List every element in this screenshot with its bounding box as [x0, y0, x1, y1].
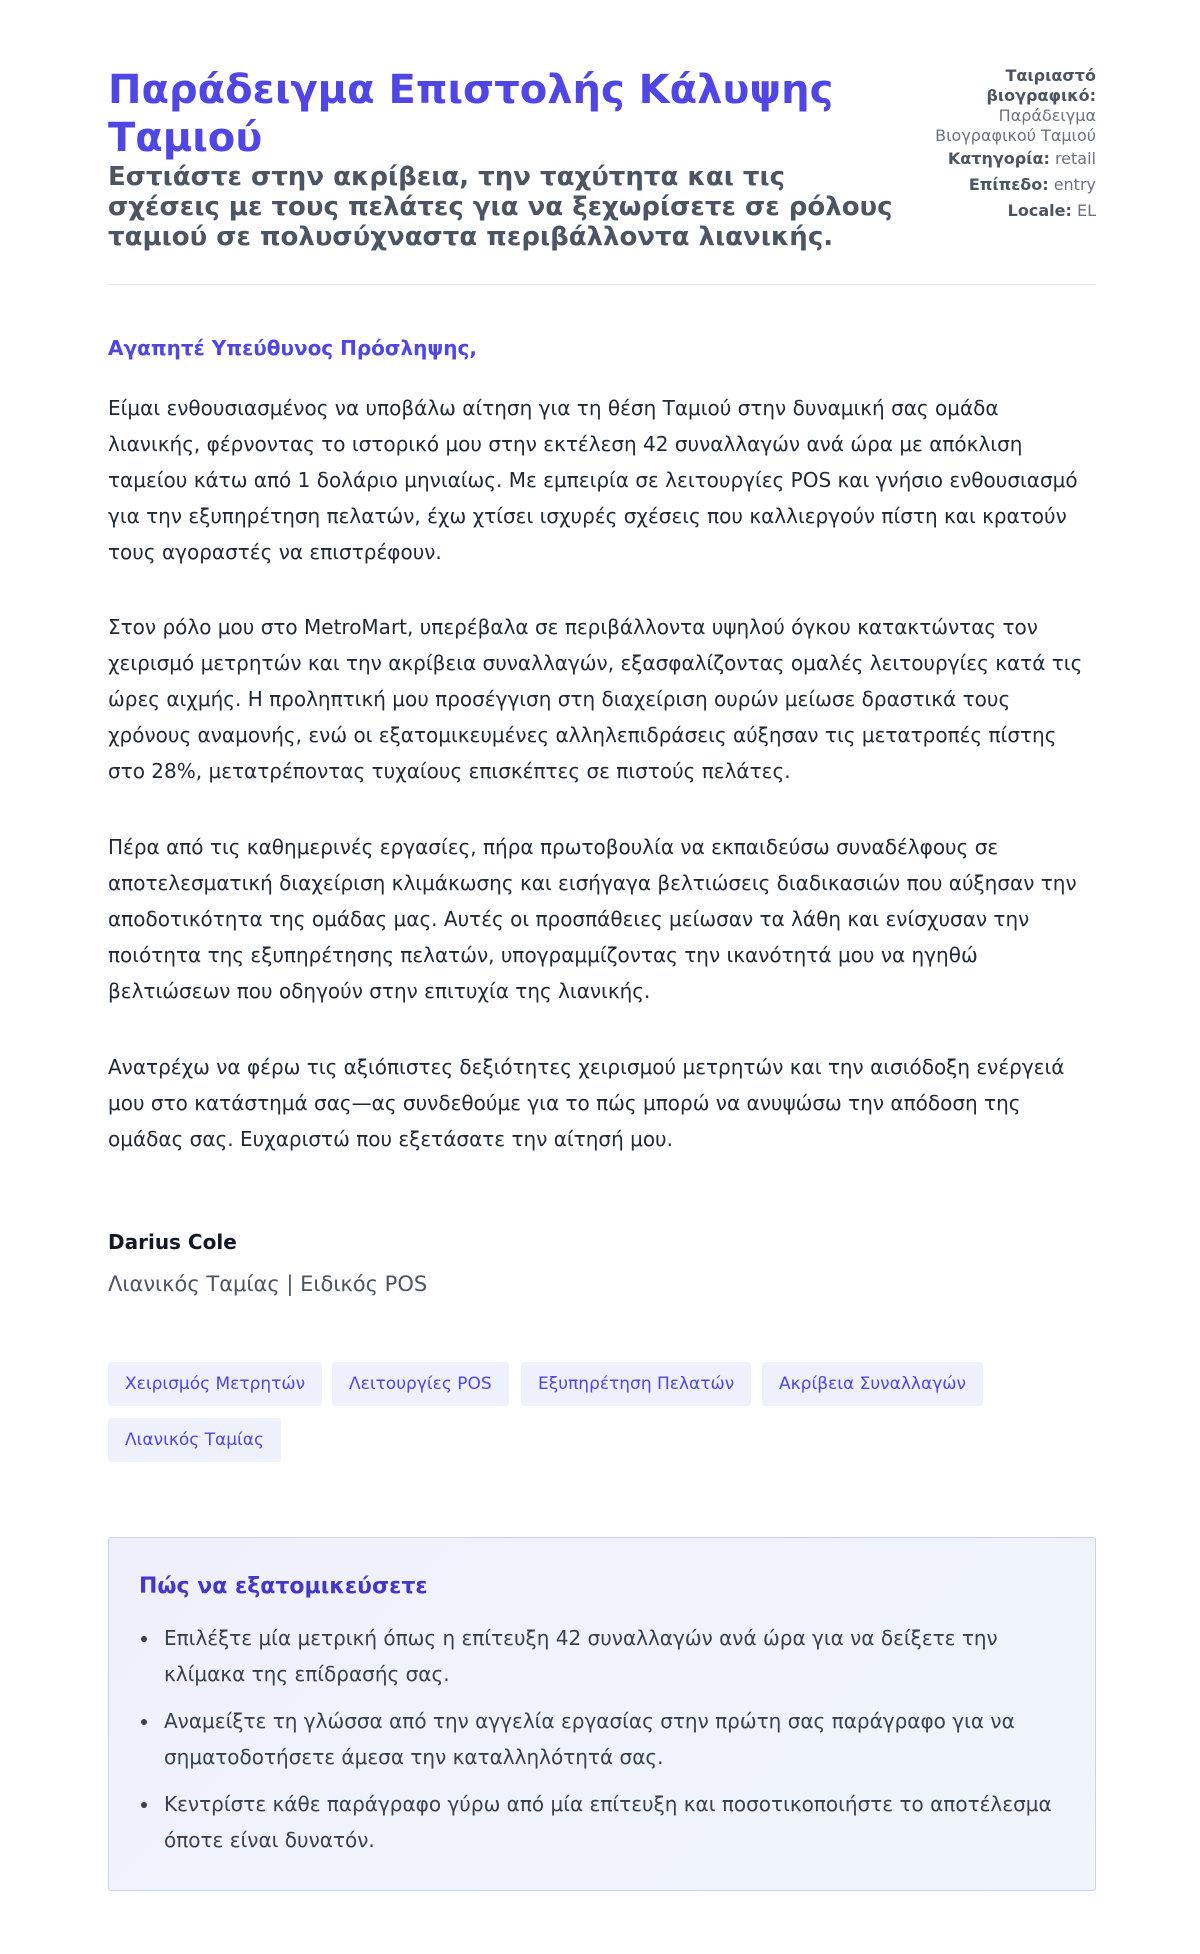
bullet-icon	[141, 1719, 147, 1725]
category-value: retail	[1054, 149, 1096, 168]
skill-tag: Ακρίβεια Συναλλαγών	[762, 1362, 983, 1406]
category-label: Κατηγορία:	[947, 149, 1050, 168]
signature-name: Darius Cole	[108, 1230, 237, 1254]
letter-greeting: Αγαπητέ Υπεύθυνος Πρόσληψης,	[108, 336, 477, 360]
letter-paragraph: Είμαι ενθουσιασμένος να υποβάλω αίτηση για τη θέση Ταμιού στην δυναμική σας ομάδα λιανικής, φέρνοντας το ιστορικό μου στην εκτέλεση 42 συναλλαγών ανά ώρα με απόκλιση ταμείου κάτω από 1 δολάριο μηνιαίως. Με εμπειρία σε λειτουργίες POS και γνήσιο ενθουσιασμό για την εξυπηρέτηση πελατών, έχω χτίσει ισχυρές σχέσεις που καλλιεργούν πίστη και κρατούν τους αγοραστές να επιστρέφουν.	[108, 396, 1078, 564]
tip-item	[139, 1620, 1069, 1692]
skill-tag: Λιανικός Ταμίας	[108, 1418, 281, 1462]
page-header	[108, 66, 1096, 286]
bullet-icon	[141, 1636, 147, 1642]
meta-panel	[896, 66, 1096, 224]
skill-tag: Εξυπηρέτηση Πελατών	[521, 1362, 751, 1406]
page-title: Παράδειγμα Επιστολής Κάλυψης Ταμιού	[108, 67, 834, 161]
matched-resume-link[interactable]: Παράδειγμα Βιογραφικού Ταμιού	[935, 106, 1096, 145]
meta-locale	[896, 198, 1096, 224]
meta-level	[896, 172, 1096, 198]
level-label: Επίπεδο:	[968, 175, 1049, 194]
header-divider	[108, 284, 1096, 285]
matched-resume-label: Ταιριαστό βιογραφικό:	[986, 66, 1096, 105]
tip-item	[139, 1786, 1069, 1858]
tips-list	[139, 1620, 1069, 1869]
meta-category	[896, 146, 1096, 172]
locale-label: Locale:	[1007, 201, 1072, 220]
cover-letter-page	[108, 0, 1096, 1954]
page-subtitle: Εστιάστε στην ακρίβεια, την ταχύτητα και τις σχέσεις με τους πελάτες για να ξεχωρίσετε σε ρόλους ταμιού σε πολυσύχναστα περιβάλλοντα λιανικής.	[108, 162, 893, 252]
bullet-icon	[141, 1802, 147, 1808]
locale-value: EL	[1076, 201, 1096, 220]
tip-text: Επιλέξτε μία μετρική όπως η επίτευξη 42 συναλλαγών ανά ώρα για να δείξετε την κλίμακα της επίδρασής σας.	[164, 1626, 998, 1686]
skill-tag: Λειτουργίες POS	[332, 1362, 509, 1406]
skill-tag: Χειρισμός Μετρητών	[108, 1362, 322, 1406]
signature-title: Λιανικός Ταμίας | Ειδικός POS	[108, 1272, 428, 1296]
customize-tips-box	[108, 1537, 1096, 1891]
letter-paragraph: Στον ρόλο μου στο MetroMart, υπερέβαλα σε περιβάλλοντα υψηλού όγκου κατακτώντας τον χειρισμό μετρητών και την ακρίβεια συναλλαγών, εξασφαλίζοντας ομαλές λειτουργίες κατά τις ώρες αιχμής. Η προληπτική μου προσέγγιση στη διαχείριση ουρών μείωσε δραστικά τους χρόνους αναμονής, ενώ οι εξατομικευμένες αλληλεπιδράσεις αύξησαν τις μετατροπές πίστης στο 28%, μετατρέποντας τυχαίους επισκέπτες σε πιστούς πελάτες.	[108, 615, 1083, 783]
level-value: entry	[1053, 175, 1096, 194]
letter-paragraph: Ανατρέχω να φέρω τις αξιόπιστες δεξιότητες χειρισμού μετρητών και την αισιόδοξη ενέργειά μου στο κατάστημά σας—ας συνδεθούμε για το πώς μπορώ να ανυψώσω την απόδοση της ομάδας σας. Ευχαριστώ που εξετάσατε την αίτησή μου.	[108, 1055, 1065, 1151]
tip-item	[139, 1703, 1069, 1775]
letter-paragraph: Πέρα από τις καθημερινές εργασίες, πήρα πρωτοβουλία να εκπαιδεύσω συναδέλφους σε αποτελεσματική διαχείριση κλιμάκωσης και εισήγαγα βελτιώσεις διαδικασιών που αύξησαν την αποδοτικότητα της ομάδας μας. Αυτές οι προσπάθειες μείωσαν τα λάθη και ενίσχυσαν την ποιότητα της εξυπηρέτησης πελατών, υπογραμμίζοντας την ικανότητά μου να ηγηθώ βελτιώσεων που οδηγούν στην επιτυχία της λιανικής.	[108, 835, 1077, 1003]
tips-title: Πώς να εξατομικεύσετε	[139, 1574, 428, 1599]
tip-text: Αναμείξτε τη γλώσσα από την αγγελία εργασίας στην πρώτη σας παράγραφο για να σηματοδοτήσετε άμεσα την καταλληλότητά σας.	[164, 1709, 1015, 1769]
tip-text: Κεντρίστε κάθε παράγραφο γύρω από μία επίτευξη και ποσοτικοποιήστε το αποτέλεσμα όποτε είναι δυνατόν.	[164, 1792, 1052, 1852]
